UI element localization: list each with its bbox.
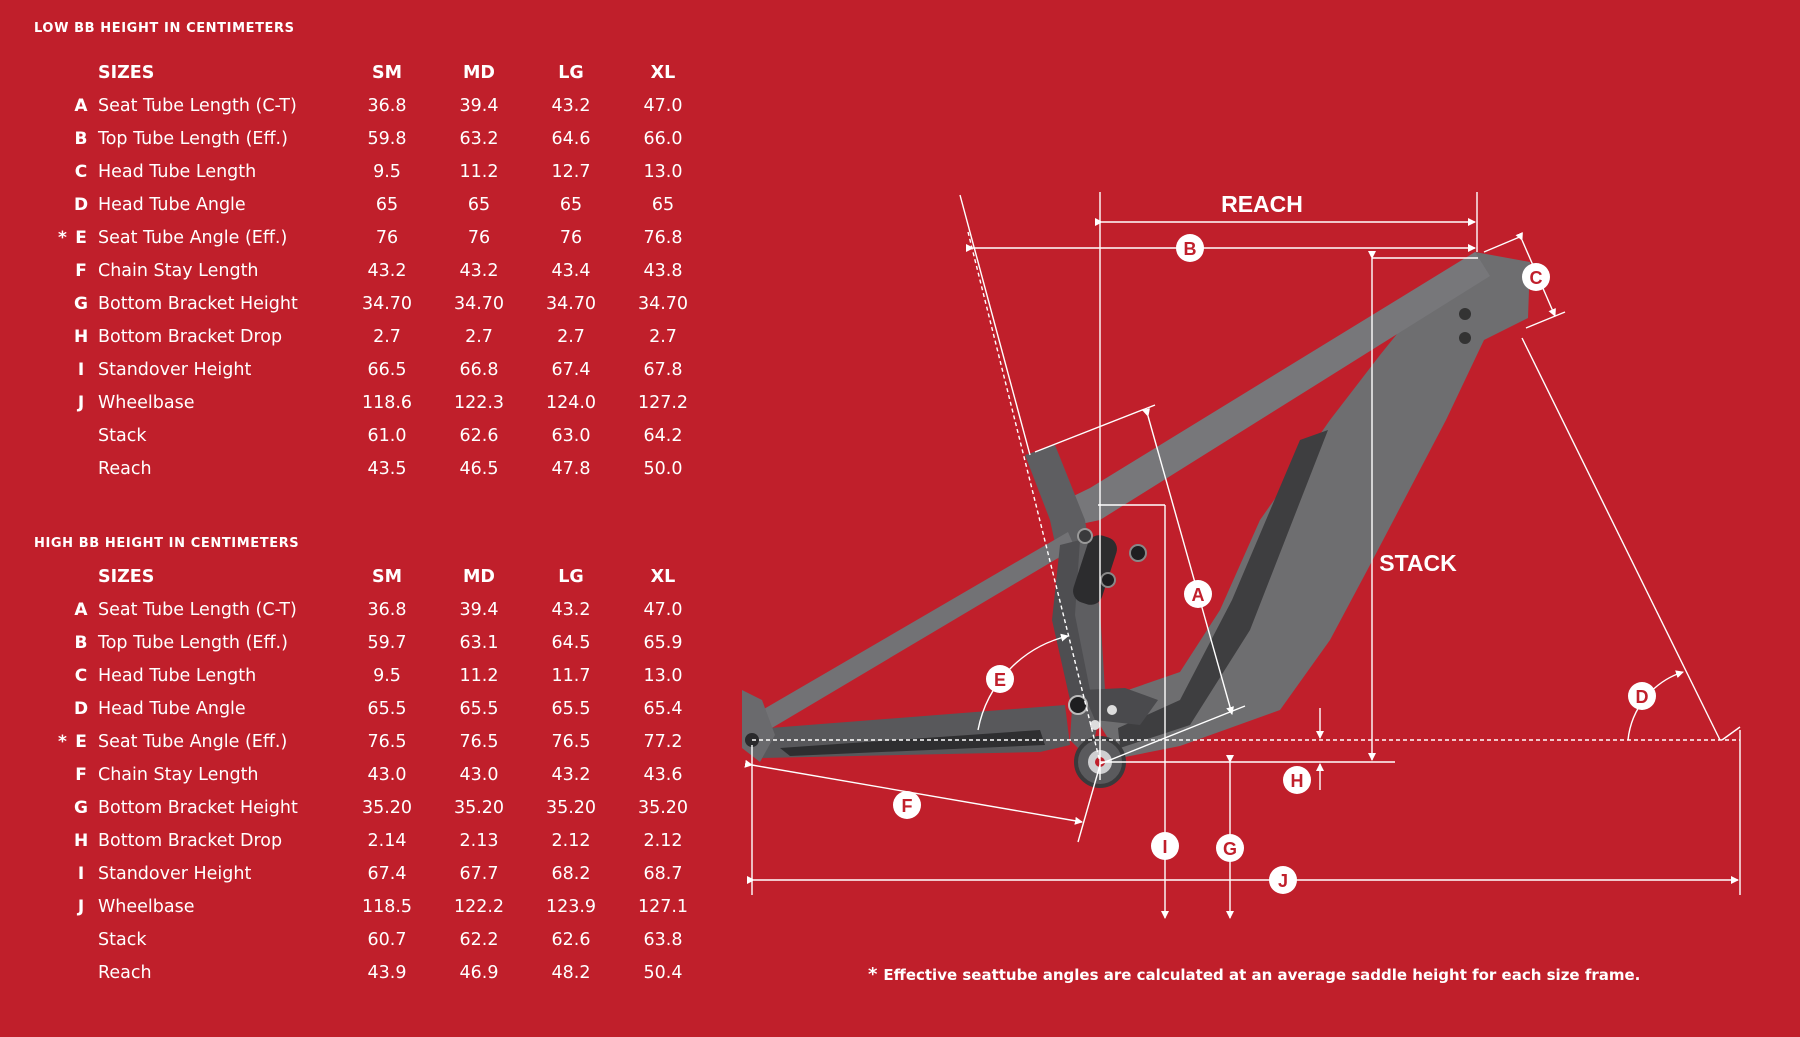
row-value: 76 [467,228,491,248]
row-value: 76 [559,228,583,248]
row-value: 77.2 [643,732,683,752]
row-value: 11.7 [551,666,591,686]
row-value: 123.9 [545,897,597,917]
row-letter: G [74,798,88,818]
row-letter: F [75,765,87,785]
row-value: 65 [559,195,583,215]
row-value: 39.4 [459,600,499,620]
row-label: Head Tube Angle [98,699,246,719]
row-value: 68.7 [643,864,683,884]
row-value: 43.2 [551,765,591,785]
row-letter: C [74,162,88,182]
row-letter: E [75,732,87,752]
svg-text:C: C [1529,268,1543,288]
row-value: 43.4 [551,261,591,281]
svg-text:A: A [1191,585,1205,605]
svg-text:H: H [1290,771,1304,791]
row-value: 127.1 [637,897,689,917]
row-value: 34.70 [453,294,505,314]
row-value: 66.5 [367,360,407,380]
row-value: 43.0 [367,765,407,785]
row-label: Bottom Bracket Drop [98,831,283,851]
row-value: 65 [375,195,399,215]
row-value: 9.5 [373,666,401,686]
row-value: 62.6 [551,930,591,950]
size-column-header: SM [371,567,403,587]
row-label: Chain Stay Length [98,765,259,785]
marker-a [1184,580,1212,608]
size-column-header: LG [558,567,584,587]
row-value: 43.2 [551,96,591,116]
row-label: Bottom Bracket Height [98,294,298,314]
row-label: Head Tube Length [98,162,257,182]
row-label: Standover Height [98,864,252,884]
row-letter: I [77,864,85,884]
row-value: 46.5 [459,459,499,479]
sizes-header: SIZES [98,567,155,587]
row-value: 64.5 [551,633,591,653]
row-value: 65.5 [551,699,591,719]
row-letter: J [77,393,85,413]
svg-text:G: G [1222,839,1238,859]
row-value: 59.7 [367,633,407,653]
row-value: 76.5 [367,732,407,752]
row-letter: E [75,228,87,248]
low-bb-table-title: LOW BB HEIGHT IN CENTIMETERS [34,21,295,36]
row-value: 13.0 [643,666,683,686]
row-value: 35.20 [637,798,689,818]
size-column-header: LG [558,63,584,83]
row-value: 43.2 [459,261,499,281]
row-letter: A [74,96,88,116]
row-label: Seat Tube Angle (Eff.) [98,228,288,248]
row-value: 35.20 [361,798,413,818]
marker-c [1522,263,1550,291]
sizes-header: SIZES [98,63,155,83]
svg-text:I: I [1162,837,1168,857]
row-value: 2.7 [649,327,677,347]
marker-i [1151,832,1179,860]
row-label: Top Tube Length (Eff.) [98,129,288,149]
row-value: 66.0 [643,129,683,149]
row-value: 64.2 [643,426,683,446]
marker-g [1216,834,1244,862]
row-value: 67.4 [551,360,591,380]
row-value: 63.0 [551,426,591,446]
row-value: 127.2 [637,393,689,413]
size-column-header: MD [463,63,495,83]
row-letter: D [74,699,89,719]
row-value: 63.2 [459,129,499,149]
row-label: Bottom Bracket Height [98,798,298,818]
row-label: Seat Tube Length (C-T) [98,96,297,116]
row-label: Chain Stay Length [98,261,259,281]
row-letter: A [74,600,88,620]
row-value: 47.8 [551,459,591,479]
row-value: 62.6 [459,426,499,446]
row-value: 76.8 [643,228,683,248]
row-value: 60.7 [367,930,407,950]
svg-text:B: B [1183,239,1197,259]
row-letter: B [74,129,88,149]
row-label: Bottom Bracket Drop [98,327,283,347]
row-value: 122.3 [453,393,505,413]
row-value: 39.4 [459,96,499,116]
row-letter: B [74,633,88,653]
row-value: 9.5 [373,162,401,182]
row-value: 34.70 [545,294,597,314]
row-value: 2.13 [459,831,499,851]
stack-label: STACK [1379,550,1457,576]
row-value: 46.9 [459,963,499,983]
row-value: 67.4 [367,864,407,884]
row-value: 65.4 [643,699,683,719]
row-value: 64.6 [551,129,591,149]
row-value: 12.7 [551,162,591,182]
row-letter: G [74,294,88,314]
row-label: Reach [98,459,152,479]
marker-h [1283,766,1311,794]
row-letter: J [77,897,85,917]
row-letter: D [74,195,89,215]
svg-text:D: D [1635,687,1649,707]
row-label: Seat Tube Length (C-T) [98,600,297,620]
row-value: 13.0 [643,162,683,182]
row-value: 43.9 [367,963,407,983]
row-letter: I [77,360,85,380]
size-column-header: SM [371,63,403,83]
row-value: 43.6 [643,765,683,785]
row-value: 34.70 [637,294,689,314]
row-value: 43.5 [367,459,407,479]
row-value: 47.0 [643,600,683,620]
svg-text:J: J [1277,871,1289,891]
row-value: 66.8 [459,360,499,380]
row-label: Wheelbase [98,897,195,917]
row-value: 43.2 [551,600,591,620]
marker-f [893,791,921,819]
row-value: 47.0 [643,96,683,116]
row-value: 62.2 [459,930,499,950]
footnote-text: Effective seattube angles are calculated at an average saddle height for each size frame. [883,966,1641,984]
row-value: 35.20 [545,798,597,818]
row-letter: H [74,327,89,347]
marker-d [1628,682,1656,710]
row-value: 124.0 [545,393,597,413]
row-value: 65.5 [367,699,407,719]
row-value: 2.7 [465,327,493,347]
row-value: 65 [651,195,675,215]
row-value: 2.7 [557,327,585,347]
row-value: 50.0 [643,459,683,479]
row-letter: H [74,831,89,851]
row-value: 2.12 [643,831,683,851]
row-value: 68.2 [551,864,591,884]
seat-stay [745,532,1075,735]
row-label: Reach [98,963,152,983]
size-column-header: XL [650,63,676,83]
row-value: 43.8 [643,261,683,281]
row-footnote-star: * [58,228,67,248]
row-value: 63.8 [643,930,683,950]
row-value: 76.5 [551,732,591,752]
row-value: 65.9 [643,633,683,653]
row-value: 11.2 [459,666,499,686]
row-value: 34.70 [361,294,413,314]
row-value: 59.8 [367,129,407,149]
row-value: 67.7 [459,864,499,884]
svg-text:E: E [993,670,1007,690]
row-label: Head Tube Angle [98,195,246,215]
row-value: 35.20 [453,798,505,818]
row-value: 122.2 [453,897,505,917]
row-label: Top Tube Length (Eff.) [98,633,288,653]
row-value: 11.2 [459,162,499,182]
row-value: 65 [467,195,491,215]
row-value: 61.0 [367,426,407,446]
marker-e [986,665,1014,693]
row-label: Stack [98,930,147,950]
row-value: 2.14 [367,831,407,851]
row-label: Head Tube Length [98,666,257,686]
row-value: 36.8 [367,96,407,116]
svg-text:F: F [901,796,913,816]
footnote-star: * [868,964,878,985]
row-value: 118.5 [361,897,413,917]
row-value: 2.12 [551,831,591,851]
row-label: Seat Tube Angle (Eff.) [98,732,288,752]
row-label: Standover Height [98,360,252,380]
row-footnote-star: * [58,732,67,752]
row-value: 2.7 [373,327,401,347]
seat-angle-footnote [868,964,1640,985]
row-value: 48.2 [551,963,591,983]
row-value: 65.5 [459,699,499,719]
row-letter: C [74,666,88,686]
row-value: 36.8 [367,600,407,620]
size-column-header: XL [650,567,676,587]
row-value: 43.0 [459,765,499,785]
row-value: 67.8 [643,360,683,380]
row-label: Wheelbase [98,393,195,413]
row-value: 43.2 [367,261,407,281]
high-bb-table-title: HIGH BB HEIGHT IN CENTIMETERS [34,536,300,551]
marker-b [1176,234,1204,262]
row-label: Stack [98,426,147,446]
reach-label: REACH [1221,191,1303,217]
row-value: 76 [375,228,399,248]
row-value: 118.6 [361,393,413,413]
marker-j [1269,866,1297,894]
size-column-header: MD [463,567,495,587]
row-value: 76.5 [459,732,499,752]
bike-frame [742,252,1530,786]
row-letter: F [75,261,87,281]
row-value: 50.4 [643,963,683,983]
row-value: 63.1 [459,633,499,653]
